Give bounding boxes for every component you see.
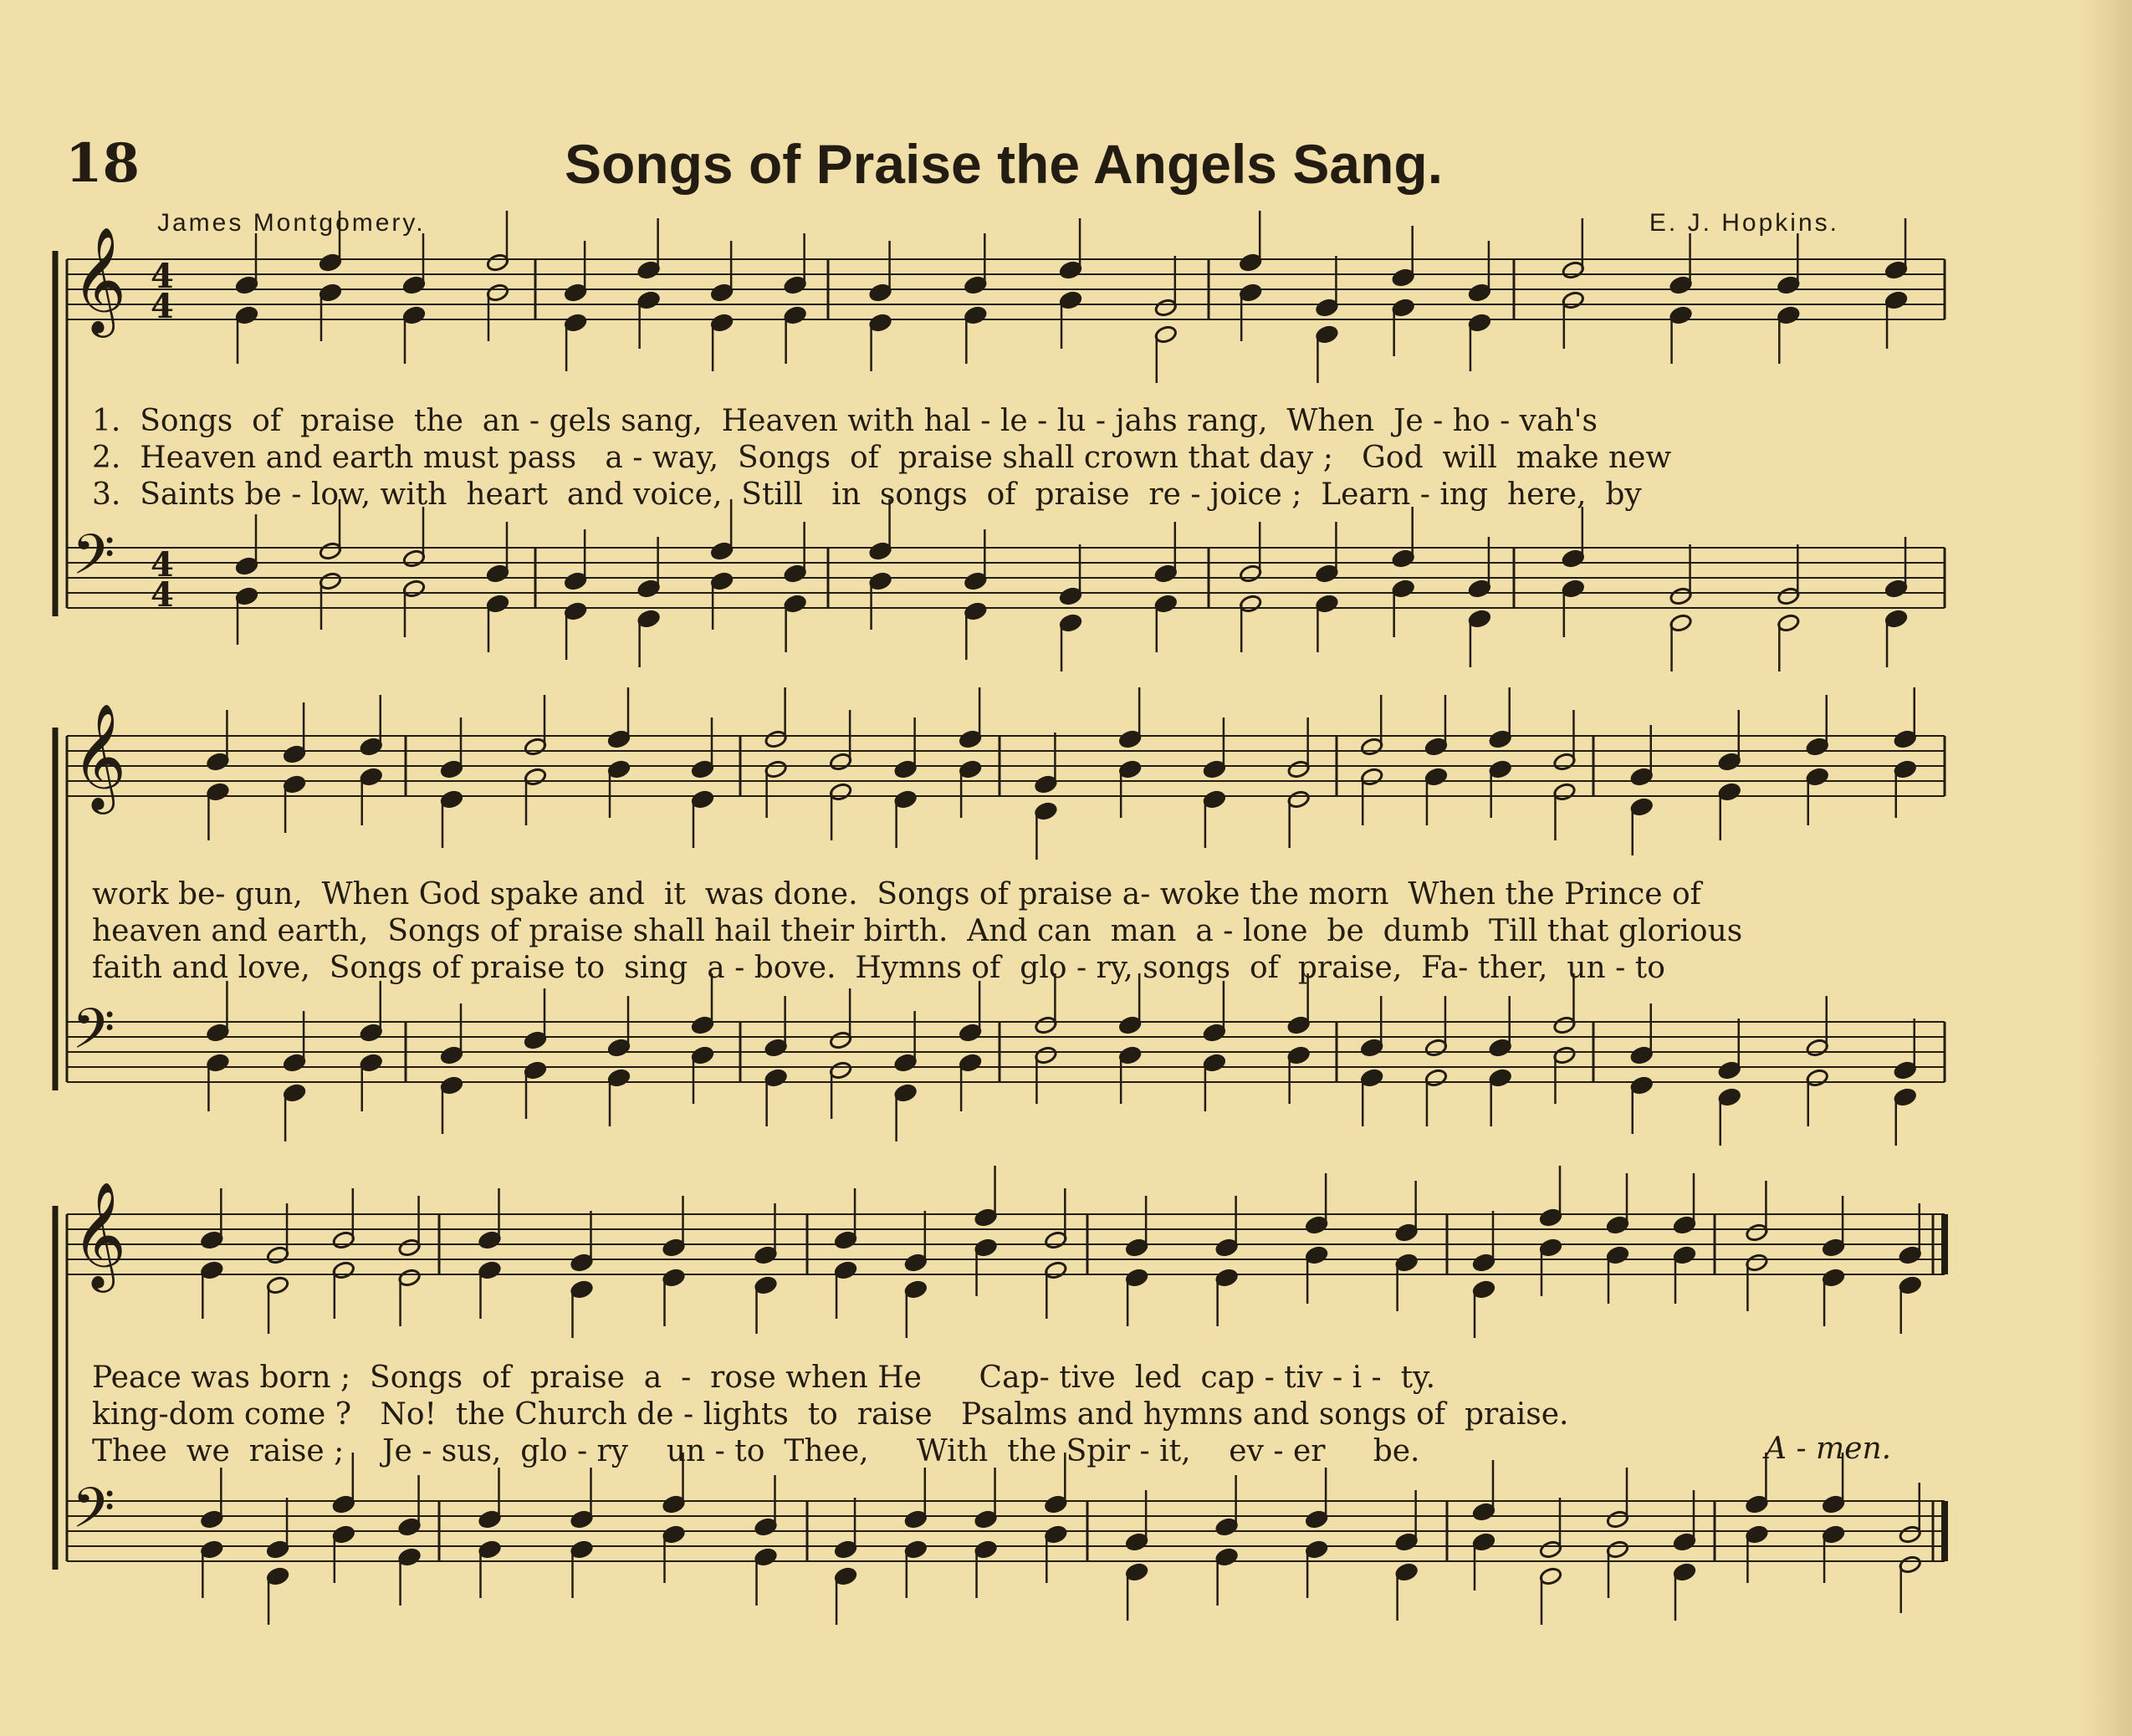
treble-clef-icon: 𝄞 <box>72 226 127 333</box>
hymn-title: Songs of Praise the Angels Sang. <box>564 133 1444 195</box>
time-signature-bottom: 4 <box>151 575 174 615</box>
lyric-line-verse-3: Thee we raise ; Je - sus, glo - ry un - to Thee, With the Spir - it, ev - er be. <box>92 1434 1420 1468</box>
time-signature-bottom: 4 <box>151 287 174 326</box>
treble-clef-icon: 𝄞 <box>72 702 127 809</box>
lyrics-system-2 <box>92 876 1915 987</box>
bass-clef-icon: 𝄢 <box>72 997 115 1075</box>
time-signature-top: 4 <box>151 257 174 296</box>
treble-clef-icon: 𝄞 <box>72 1181 127 1288</box>
lyrics-system-3 <box>92 1360 1915 1470</box>
page-number: 18 <box>65 132 141 195</box>
lyric-line-verse-1: Peace was born ; Songs of praise a - rose when He Cap- tive led cap - tiv - i - ty. <box>92 1361 1436 1395</box>
amen-text: A - men. <box>1765 1432 1892 1466</box>
composer-credit: E. J. Hopkins. <box>1649 209 1839 237</box>
lyric-line-verse-3: faith and love, Songs of praise to sing a - bove. Hymns of glo - ry, songs of praise, Fa- ther, un - to <box>92 951 1665 985</box>
lyric-line-verse-2: king-dom come ? No! the Church de - lights to raise Psalms and hymns and songs of praise. <box>92 1397 1569 1432</box>
lyric-line-verse-3: 3. Saints be - low, with heart and voice, Still in songs of praise re - joice ; Learn - ing here, by <box>92 477 1642 512</box>
bass-clef-icon: 𝄢 <box>72 1476 115 1554</box>
lyrics-system-1 <box>92 403 1915 513</box>
lyricist-credit: James Montgomery. <box>157 209 426 237</box>
time-signature-top: 4 <box>151 545 174 585</box>
lyric-line-verse-2: 2. Heaven and earth must pass a - way, Songs of praise shall crown that day ; God will make new <box>92 441 1672 475</box>
lyric-line-verse-1: 1. Songs of praise the an - gels sang, Heaven with hal - le - lu - jahs rang, When Je - ho - vah's <box>92 404 1598 438</box>
lyric-line-verse-2: heaven and earth, Songs of praise shall hail their birth. And can man a - lone be dumb Till that glorious <box>92 914 1743 948</box>
bass-clef-icon: 𝄢 <box>72 523 115 600</box>
lyric-line-verse-1: work be- gun, When God spake and it was done. Songs of praise a- woke the morn When the Prince of <box>92 877 1701 911</box>
